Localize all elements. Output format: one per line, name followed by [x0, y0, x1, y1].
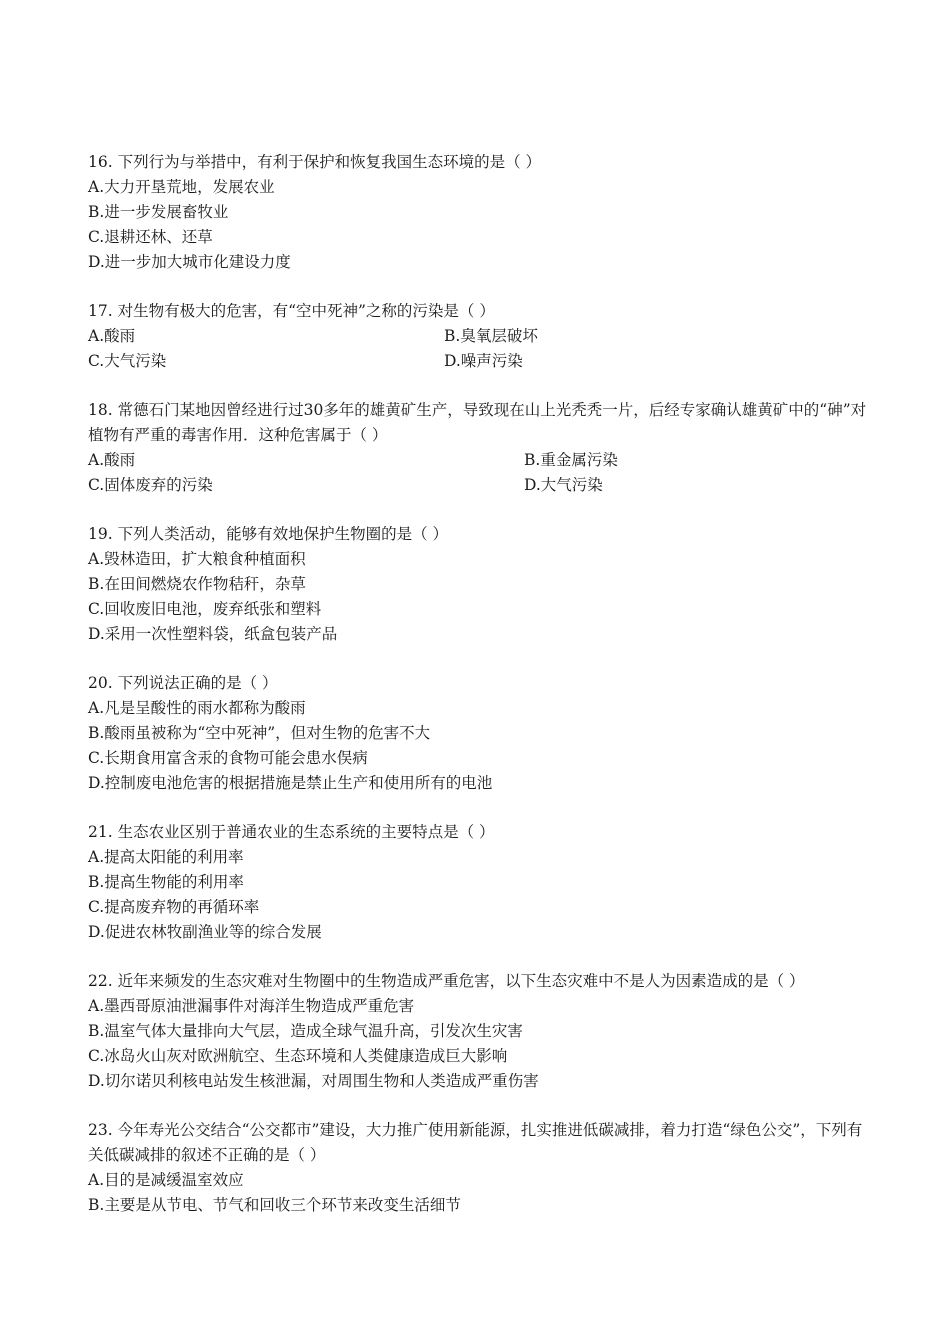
question-18: [88, 398, 868, 498]
option-c: C.退耕还林、还草: [88, 228, 213, 246]
question-stem: 16. 下列行为与举措中，有利于保护和恢复我国生态环境的是（ ）: [88, 153, 542, 171]
option-b: B.进一步发展畜牧业: [88, 203, 229, 221]
question-22: [88, 969, 868, 1094]
option-d: D.噪声污染: [444, 352, 523, 370]
option-b: B.在田间燃烧农作物秸秆，杂草: [88, 575, 306, 593]
question-stem: 23. 今年寿光公交结合“公交都市”建设，大力推广使用新能源，扎实推进低碳减排，着力打造“绿色公交”，下列有关低碳减排的叙述不正确的是（ ）: [88, 1121, 863, 1164]
option-a: A.目的是减缓温室效应: [88, 1171, 244, 1189]
option-d: D.促进农林牧副渔业等的综合发展: [88, 923, 322, 941]
option-c: C.固体废弃的污染: [88, 476, 213, 494]
option-a: A.凡是呈酸性的雨水都称为酸雨: [88, 699, 306, 717]
option-d: D.大气污染: [524, 476, 603, 494]
option-b: B.重金属污染: [524, 451, 618, 469]
question-stem: 18. 常德石门某地因曾经进行过30多年的雄黄矿生产，导致现在山上光秃秃一片，后经专家确认雄黄矿中的“砷”对植物有严重的毒害作用．这种危害属于（ ）: [88, 401, 867, 444]
question-21: [88, 820, 868, 945]
option-a: A.毁林造田，扩大粮食种植面积: [88, 550, 306, 568]
option-c: C.回收废旧电池，废弃纸张和塑料: [88, 600, 322, 618]
question-17: [88, 299, 868, 374]
option-c: C.长期食用富含汞的食物可能会患水俣病: [88, 749, 368, 767]
question-stem: 21. 生态农业区别于普通农业的生态系统的主要特点是（ ）: [88, 823, 495, 841]
question-23: [88, 1118, 868, 1218]
question-19: [88, 522, 868, 647]
question-20: [88, 671, 868, 796]
option-a: A.提高太阳能的利用率: [88, 848, 244, 866]
option-b: B.温室气体大量排向大气层，造成全球气温升高，引发次生灾害: [88, 1022, 523, 1040]
options-grid: [88, 448, 868, 498]
option-a: A.大力开垦荒地，发展农业: [88, 178, 275, 196]
option-c: C.冰岛火山灰对欧洲航空、生态环境和人类健康造成巨大影响: [88, 1047, 508, 1065]
option-b: B.提高生物能的利用率: [88, 873, 244, 891]
option-b: B.主要是从节电、节气和回收三个环节来改变生活细节: [88, 1196, 461, 1214]
option-a: A.墨西哥原油泄漏事件对海洋生物造成严重危害: [88, 997, 415, 1015]
option-d: D.切尔诺贝利核电站发生核泄漏，对周围生物和人类造成严重伤害: [88, 1072, 539, 1090]
option-b: B.臭氧层破坏: [444, 327, 538, 345]
question-stem: 20. 下列说法正确的是（ ）: [88, 674, 278, 692]
option-a: A.酸雨: [88, 327, 136, 345]
option-d: D.进一步加大城市化建设力度: [88, 253, 291, 271]
question-16: [88, 150, 868, 275]
question-page: [88, 150, 868, 1242]
option-c: C.大气污染: [88, 352, 167, 370]
option-b: B.酸雨虽被称为“空中死神”，但对生物的危害不大: [88, 724, 431, 742]
option-d: D.采用一次性塑料袋，纸盒包装产品: [88, 625, 338, 643]
options-grid: [88, 324, 868, 374]
option-c: C.提高废弃物的再循环率: [88, 898, 260, 916]
option-a: A.酸雨: [88, 451, 136, 469]
question-stem: 22. 近年来频发的生态灾难对生物圈中的生物造成严重危害，以下生态灾难中不是人为因素造成的是（ ）: [88, 972, 805, 990]
question-stem: 17. 对生物有极大的危害，有“空中死神”之称的污染是（ ）: [88, 302, 495, 320]
question-stem: 19. 下列人类活动，能够有效地保护生物圈的是（ ）: [88, 525, 449, 543]
option-d: D.控制废电池危害的根据措施是禁止生产和使用所有的电池: [88, 774, 493, 792]
